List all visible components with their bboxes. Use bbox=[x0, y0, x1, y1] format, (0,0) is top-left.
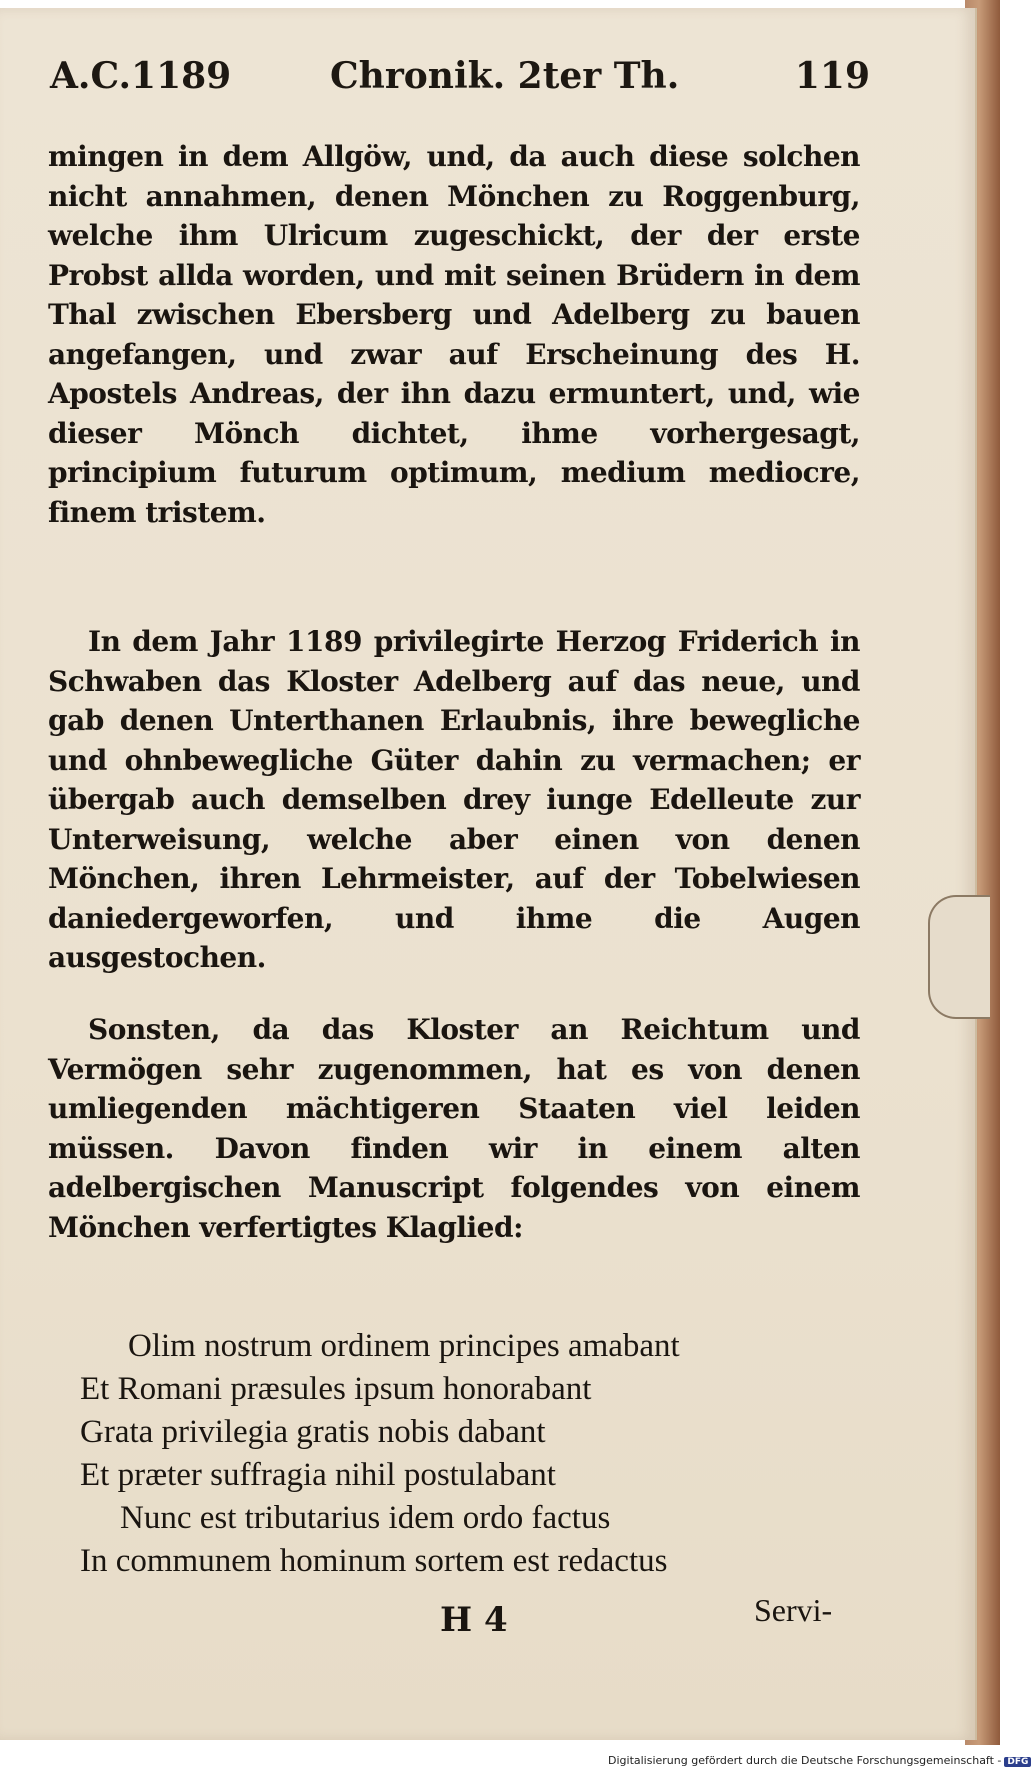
digitization-credit bbox=[608, 1754, 1031, 1767]
catchword: Servi- bbox=[754, 1592, 833, 1628]
paragraph-3: Sonsten, da das Kloster an Reichtum und Vermögen sehr zugenommen, hat es von denen umliegenden mächtigeren Staaten viel leiden müssen. Davon finden wir in einem alten adelbergischen Manuscript folgendes von einem Mönchen verfertigtes Klaglied: bbox=[48, 1013, 860, 1244]
credit-text: Digitalisierung gefördert durch die Deutsche Forschungsgemeinschaft - bbox=[608, 1754, 1002, 1767]
header-title: Chronik. 2ter Th. bbox=[330, 55, 680, 97]
page-tab bbox=[928, 895, 990, 1019]
poem-line: Grata privilegia gratis nobis dabant bbox=[80, 1414, 546, 1450]
header-year: A.C.1189 bbox=[50, 55, 232, 97]
poem-line: Et præter suffragia nihil postulabant bbox=[80, 1457, 556, 1493]
dfg-logo: DFG bbox=[1004, 1757, 1031, 1767]
poem-line: In communem hominum sortem est redactus bbox=[80, 1543, 668, 1579]
page-number: 119 bbox=[794, 55, 870, 97]
poem-line: Olim nostrum ordinem principes amabant bbox=[128, 1328, 680, 1364]
paragraph-1: mingen in dem Allgöw, und, da auch diese solchen nicht annahmen, denen Mönchen zu Roggenburg, welche ihm Ulricum zugeschickt, der der erste Probst allda worden, und mit seinen Brüdern in dem Thal zwischen Ebersberg und Adelberg zu bauen angefangen, und zwar auf Erscheinung des H. Apostels Andreas, der ihn dazu ermuntert, und, wie dieser Mönch dichtet, ihme vorhergesagt, principium futurum optimum, medium mediocre, finem tristem. bbox=[48, 140, 860, 529]
poem-line: Et Romani præsules ipsum honorabant bbox=[80, 1371, 592, 1407]
signature-mark: H 4 bbox=[440, 1600, 508, 1640]
poem bbox=[80, 1325, 860, 1583]
poem-line: Nunc est tributarius idem ordo factus bbox=[120, 1500, 611, 1536]
running-header bbox=[50, 55, 870, 105]
paragraph-2: In dem Jahr 1189 privilegirte Herzog Friderich in Schwaben das Kloster Adelberg auf das neue, und gab denen Unterthanen Erlaubnis, ihre bewegliche und ohnbewegliche Güter dahin zu vermachen; er übergab auch demselben drey iunge Edelleute zur Unterweisung, welche aber einen von denen Mönchen, ihren Lehrmeister, auf der Tobelwiesen daniedergeworfen, und ihme die Augen ausgestochen. bbox=[48, 625, 860, 974]
